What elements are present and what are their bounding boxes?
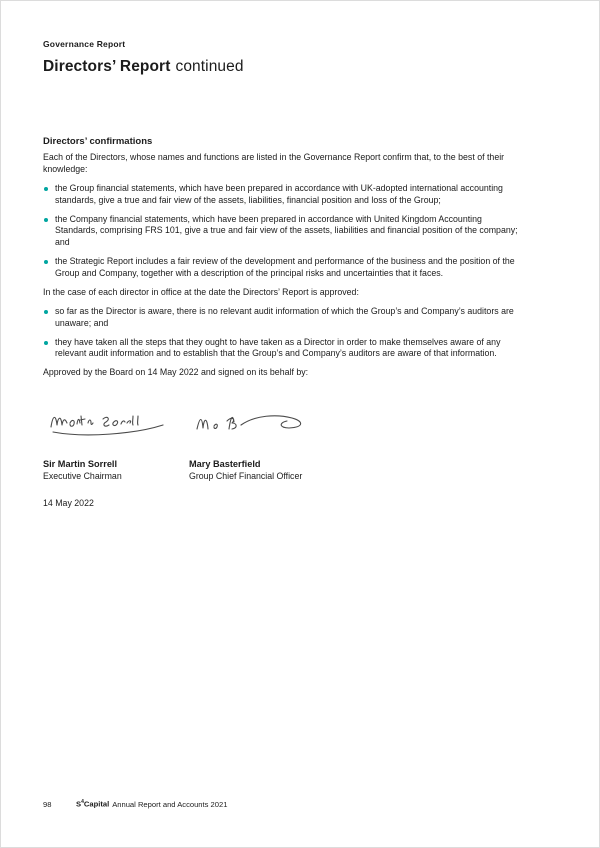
- approval-date: 14 May 2022: [43, 498, 94, 509]
- signature-martin-sorrell-icon: [43, 403, 173, 445]
- list-item: [43, 306, 525, 330]
- bullet-text: the Group financial statements, which have been prepared in accordance with UK-adopted international accounting standards, give a true and fair view of the assets, liabilities, financial position and loss of the Group;: [55, 182, 503, 205]
- page-title-bold: Directors’ Report: [43, 58, 171, 75]
- signatory-name: Sir Martin Sorrell: [43, 459, 118, 470]
- signatory-names-row: [43, 459, 525, 481]
- signatory-title: Executive Chairman: [43, 471, 122, 482]
- page-title: [43, 58, 525, 76]
- bullet-text: they have taken all the steps that they ought to have taken as a Director in order to make themselves aware of any relevant audit information and to establish that the Group’s and Company’s auditors are aware of that information.: [55, 336, 501, 359]
- page-title-continued: continued: [175, 58, 244, 75]
- signatory-block: [189, 459, 525, 481]
- signature-martin-sorrell: [43, 403, 189, 445]
- confirmations-heading: Directors’ confirmations: [43, 136, 153, 147]
- brand-logo: [76, 799, 109, 809]
- knowledge-bullet-list: [43, 183, 525, 280]
- signatory-title: Group Chief Financial Officer: [189, 471, 303, 482]
- list-item: [43, 337, 525, 361]
- report-name: Annual Report and Accounts 2021: [112, 800, 228, 809]
- signatures-row: [43, 403, 525, 445]
- signatory-block: [43, 459, 189, 481]
- bullet-dot-icon: [44, 341, 48, 345]
- bullet-dot-icon: [44, 187, 48, 191]
- brand-exponent: 4: [81, 799, 84, 806]
- list-item: [43, 183, 525, 207]
- page-number: 98: [43, 800, 52, 809]
- bullet-text: so far as the Director is aware, there is no relevant audit information of which the Group’s and Company’s auditors are unaware; and: [55, 305, 514, 328]
- page-content: [43, 39, 525, 508]
- approval-condition-paragraph: In the case of each director in office at the date the Directors’ Report is approved:: [43, 286, 359, 297]
- bullet-dot-icon: [44, 260, 48, 264]
- bullet-text: the Company financial statements, which have been prepared in accordance with United Kingdom Accounting Standards, comprising FRS 101, give a true and fair view of the assets, liabilities and financial position of the company; and: [55, 213, 518, 248]
- intro-paragraph: Each of the Directors, whose names and functions are listed in the Governance Report confirm that, to the best of their knowledge:: [43, 152, 505, 174]
- brand-capital: Capital: [83, 800, 110, 809]
- bullet-dot-icon: [44, 310, 48, 314]
- bullet-dot-icon: [44, 218, 48, 222]
- confirmations-section: [43, 136, 525, 508]
- list-item: [43, 256, 525, 280]
- signatory-name: Mary Basterfield: [189, 459, 261, 470]
- list-item: [43, 214, 525, 250]
- section-label: Governance Report: [43, 39, 126, 49]
- audit-bullet-list: [43, 306, 525, 361]
- signature-mary-basterfield: [189, 403, 525, 445]
- page-footer: [43, 799, 227, 809]
- bullet-text: the Strategic Report includes a fair review of the development and performance of the business and the position of the Group and Company, together with a description of the principal risks and uncertainties that it faces.: [55, 256, 515, 278]
- brand-s: S: [76, 800, 82, 809]
- signature-mary-basterfield-icon: [189, 403, 319, 445]
- board-approval-paragraph: Approved by the Board on 14 May 2022 and signed on its behalf by:: [43, 367, 309, 378]
